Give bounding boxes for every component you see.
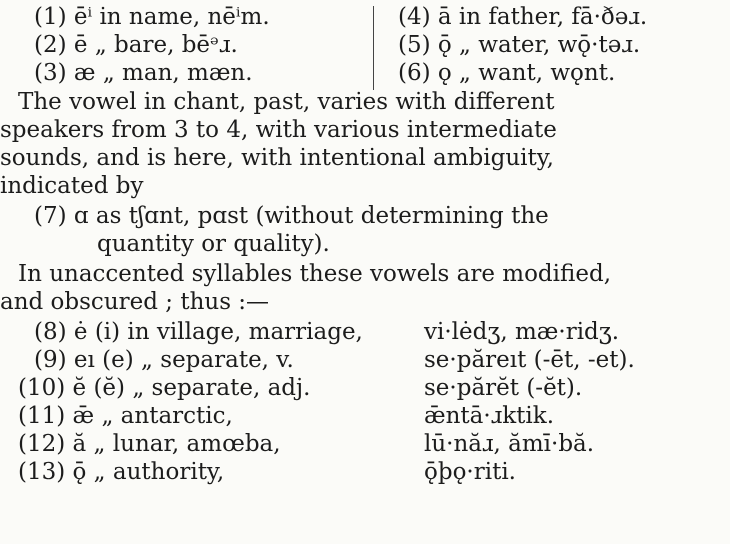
example-10-pron: se·părĕt (-ĕt).: [424, 375, 583, 401]
example-13-pron: ǭþǫ·riti.: [424, 459, 516, 485]
example-8-pron: vi·lėdʒ, mæ·ridʒ.: [424, 319, 620, 345]
item7-line1: (7) ɑ as tʃɑnt, pɑst (without determining the: [34, 203, 549, 229]
vowel-4: (4) ā in father, fā·ðəɹ.: [398, 4, 648, 30]
example-12-pron: lū·năɹ, ămī·bă.: [424, 431, 595, 457]
example-9-num: (9) eı (e) „ separate, v.: [34, 347, 294, 373]
para1-line4: indicated by: [0, 173, 144, 199]
example-12-num: (12) ă „ lunar, amœba,: [18, 431, 281, 457]
item7-line2: quantity or quality).: [97, 231, 330, 257]
vowel-3: (3) æ „ man, mæn.: [34, 60, 253, 86]
example-8-num: (8) ė (i) in village, marriage,: [34, 319, 363, 345]
column-divider: [373, 6, 374, 90]
vowel-1: (1) ēⁱ in name, nēⁱm.: [34, 4, 270, 30]
example-11-pron: ǣntā·ɹktik.: [424, 403, 555, 429]
example-9-pron: se·păreıt (-ēt, -et).: [424, 347, 635, 373]
para2-line1: In unaccented syllables these vowels are modified,: [18, 261, 612, 287]
para2-line2: and obscured ; thus :—: [0, 289, 270, 315]
vowel-2: (2) ē „ bare, bēᵊɹ.: [34, 32, 238, 58]
para1-line1: The vowel in chant, past, varies with different: [18, 89, 555, 115]
para1-line3: sounds, and is here, with intentional ambiguity,: [0, 145, 554, 171]
example-10-num: (10) ĕ (ĕ) „ separate, adj.: [18, 375, 311, 401]
vowel-5: (5) ǭ „ water, wǭ·təɹ.: [398, 32, 641, 58]
para1-line2: speakers from 3 to 4, with various intermediate: [0, 117, 557, 143]
example-13-num: (13) ǭ „ authority,: [18, 459, 225, 485]
example-11-num: (11) ǣ „ antarctic,: [18, 403, 233, 429]
vowel-6: (6) ǫ „ want, wǫnt.: [398, 60, 616, 86]
